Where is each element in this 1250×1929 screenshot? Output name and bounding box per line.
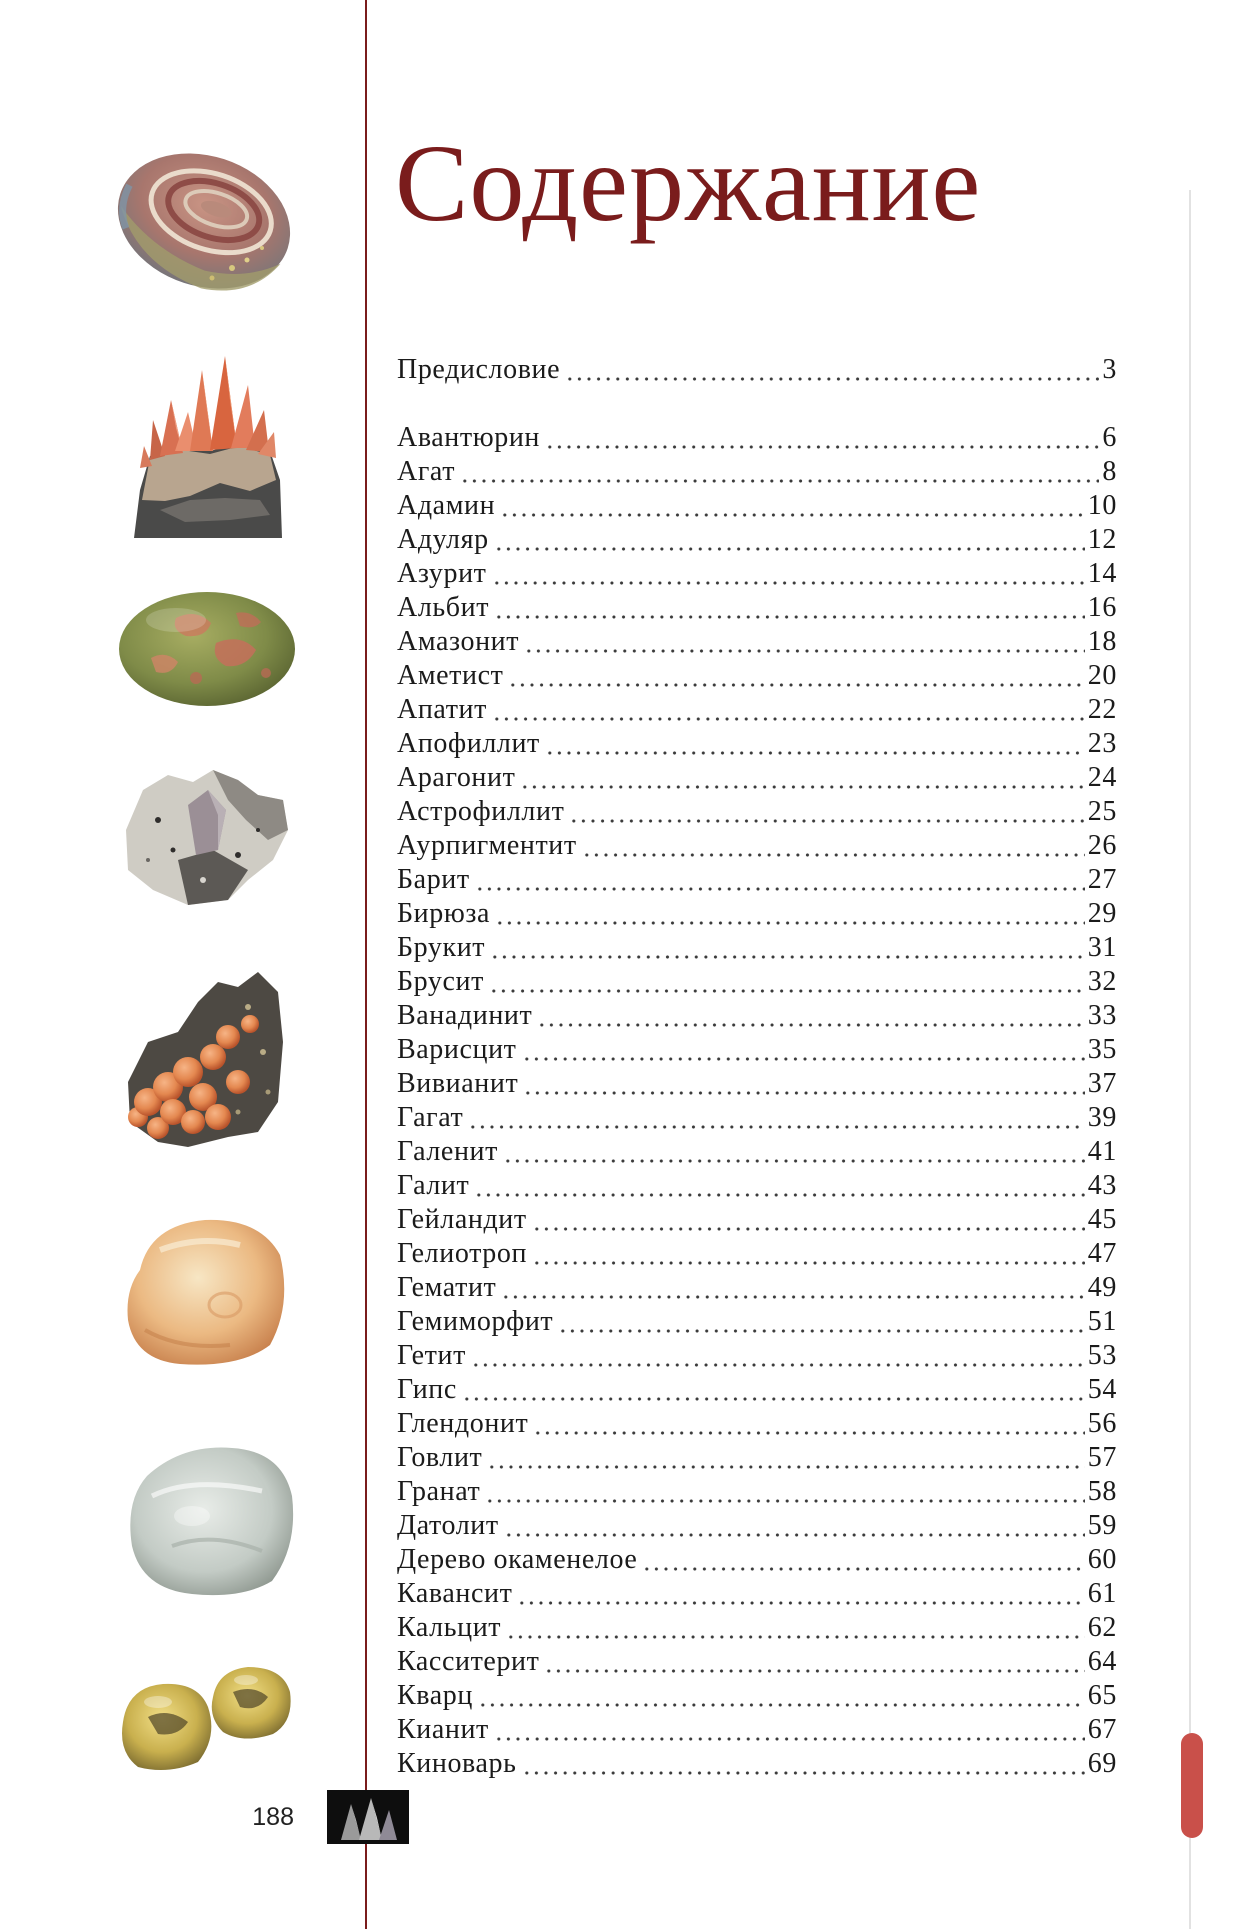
tumbled-yellow-stone-image bbox=[120, 1210, 292, 1370]
toc-entry-page: 12 bbox=[1087, 524, 1117, 555]
toc-entry-title: Авантюрин bbox=[397, 422, 541, 453]
toc-entry-page: 69 bbox=[1087, 1748, 1117, 1779]
toc-leader-dots bbox=[494, 523, 1085, 557]
toc-leader-dots bbox=[501, 1271, 1084, 1305]
toc-entry-title: Гранат bbox=[397, 1476, 481, 1507]
toc-entry-title: Альбит bbox=[397, 592, 490, 623]
toc-entry bbox=[397, 1441, 1117, 1475]
toc-entry-page: 32 bbox=[1087, 966, 1117, 997]
toc-entry-title: Дерево окаменелое bbox=[397, 1544, 638, 1575]
toc-leader-dots bbox=[523, 1067, 1084, 1101]
toc-entry-title: Гематит bbox=[397, 1272, 497, 1303]
toc-entry-title: Бирюза bbox=[397, 898, 491, 929]
toc-entry bbox=[397, 761, 1117, 795]
toc-entry bbox=[397, 1679, 1117, 1713]
toc-leader-dots bbox=[545, 421, 1099, 455]
toc-entry-title: Гелиотроп bbox=[397, 1238, 528, 1269]
toc-entry-page: 45 bbox=[1087, 1204, 1117, 1235]
toc-entry-page: 53 bbox=[1087, 1340, 1117, 1371]
toc-leader-dots bbox=[468, 1101, 1084, 1135]
toc-entry bbox=[397, 727, 1117, 761]
toc-entry-page: 23 bbox=[1087, 728, 1117, 759]
toc-leader-dots bbox=[520, 761, 1084, 795]
toc-entry-page: 29 bbox=[1087, 898, 1117, 929]
mineral-specimen-image bbox=[118, 760, 290, 908]
toc-leader-dots bbox=[517, 1577, 1084, 1611]
toc-leader-dots bbox=[522, 1033, 1085, 1067]
toc-entry bbox=[397, 863, 1117, 897]
toc-leader-dots bbox=[506, 1611, 1085, 1645]
toc-entry bbox=[397, 1475, 1117, 1509]
toc-entry bbox=[397, 1067, 1117, 1101]
toc-entry-title: Гагат bbox=[397, 1102, 464, 1133]
toc-leader-dots bbox=[492, 693, 1085, 727]
toc-entry bbox=[397, 1169, 1117, 1203]
toc-entry-page: 33 bbox=[1087, 1000, 1117, 1031]
toc-entry-page: 31 bbox=[1087, 932, 1117, 963]
toc-leader-dots bbox=[569, 795, 1084, 829]
toc-entry bbox=[397, 1747, 1117, 1781]
toc-entry-title: Галит bbox=[397, 1170, 470, 1201]
page-edge-line bbox=[1189, 190, 1191, 1929]
toc-entry-list bbox=[397, 421, 1117, 1781]
toc-entry-page: 65 bbox=[1087, 1680, 1117, 1711]
toc-entry-page: 58 bbox=[1087, 1476, 1117, 1507]
toc-entry-title: Гейландит bbox=[397, 1204, 527, 1235]
toc-entry-title: Киноварь bbox=[397, 1748, 517, 1779]
page-edge-tab-marker bbox=[1181, 1733, 1203, 1838]
toc-entry-title: Арагонит bbox=[397, 762, 516, 793]
toc-entry bbox=[397, 591, 1117, 625]
toc-entry-page: 35 bbox=[1087, 1034, 1117, 1065]
toc-entry-title: Астрофиллит bbox=[397, 796, 565, 827]
vertical-divider-line bbox=[365, 0, 367, 1929]
toc-leader-dots bbox=[532, 1237, 1085, 1271]
table-of-contents bbox=[397, 353, 1117, 1781]
toc-entry bbox=[397, 1509, 1117, 1543]
toc-entry-title: Касситерит bbox=[397, 1646, 540, 1677]
toc-entry-title: Азурит bbox=[397, 558, 487, 589]
toc-leader-dots bbox=[487, 1441, 1084, 1475]
toc-entry bbox=[397, 1645, 1117, 1679]
toc-entry-title: Вивианит bbox=[397, 1068, 519, 1099]
toc-entry-title: Говлит bbox=[397, 1442, 483, 1473]
toc-entry-page: 8 bbox=[1102, 456, 1117, 487]
toc-entry bbox=[397, 965, 1117, 999]
toc-entry-title: Варисцит bbox=[397, 1034, 517, 1065]
toc-entry bbox=[397, 931, 1117, 965]
toc-leader-dots bbox=[533, 1407, 1084, 1441]
toc-entry-page: 25 bbox=[1087, 796, 1117, 827]
toc-leader-dots bbox=[545, 727, 1085, 761]
agate-pebble-image bbox=[112, 140, 297, 302]
toc-entry-page: 10 bbox=[1087, 490, 1117, 521]
toc-entry-page: 14 bbox=[1087, 558, 1117, 589]
toc-entry-title: Аметист bbox=[397, 660, 504, 691]
toc-entry-title: Ванадинит bbox=[397, 1000, 533, 1031]
toc-entry-title: Аурпигментит bbox=[397, 830, 577, 861]
toc-entry-page: 27 bbox=[1087, 864, 1117, 895]
orange-crystal-cluster-image bbox=[130, 350, 285, 540]
toc-leader-dots bbox=[537, 999, 1084, 1033]
toc-entry-page: 43 bbox=[1087, 1170, 1117, 1201]
toc-entry-title: Кианит bbox=[397, 1714, 489, 1745]
toc-entry bbox=[397, 455, 1117, 489]
toc-entry bbox=[397, 795, 1117, 829]
toc-entry-page: 64 bbox=[1087, 1646, 1117, 1677]
toc-entry bbox=[397, 1407, 1117, 1441]
toc-entry-page: 20 bbox=[1087, 660, 1117, 691]
toc-entry bbox=[397, 1135, 1117, 1169]
toc-entry-page: 61 bbox=[1087, 1578, 1117, 1609]
toc-entry-page: 62 bbox=[1087, 1612, 1117, 1643]
toc-leader-dots bbox=[522, 1747, 1085, 1781]
toc-leader-dots bbox=[503, 1135, 1085, 1169]
toc-leader-dots bbox=[490, 931, 1085, 965]
crystal-thumbnail-image bbox=[327, 1790, 409, 1844]
toc-entry-title: Адуляр bbox=[397, 524, 489, 555]
toc-entry-title: Апатит bbox=[397, 694, 487, 725]
toc-entry-title: Предисловие bbox=[397, 354, 561, 385]
toc-entry-page: 54 bbox=[1087, 1374, 1117, 1405]
toc-entry-title: Глендонит bbox=[397, 1408, 529, 1439]
toc-leader-dots bbox=[565, 353, 1099, 387]
toc-entry-page: 51 bbox=[1087, 1306, 1117, 1337]
toc-entry bbox=[397, 1203, 1117, 1237]
toc-entry-title: Брукит bbox=[397, 932, 486, 963]
toc-entry-page: 37 bbox=[1087, 1068, 1117, 1099]
toc-leader-dots bbox=[494, 591, 1085, 625]
toc-entry-page: 67 bbox=[1087, 1714, 1117, 1745]
toc-entry bbox=[397, 829, 1117, 863]
toc-entry bbox=[397, 1305, 1117, 1339]
toc-entry-page: 24 bbox=[1087, 762, 1117, 793]
toc-leader-dots bbox=[504, 1509, 1085, 1543]
toc-entry-page: 49 bbox=[1087, 1272, 1117, 1303]
toc-entry-page: 57 bbox=[1087, 1442, 1117, 1473]
toc-leader-dots bbox=[500, 489, 1085, 523]
toc-entry bbox=[397, 1543, 1117, 1577]
yellow-tumbled-pair-image bbox=[118, 1662, 296, 1777]
toc-entry bbox=[397, 1339, 1117, 1373]
toc-entry-title: Кварц bbox=[397, 1680, 473, 1711]
toc-leader-dots bbox=[475, 863, 1085, 897]
toc-leader-dots bbox=[558, 1305, 1085, 1339]
unakite-pebble-image bbox=[116, 588, 298, 710]
toc-entry bbox=[397, 1101, 1117, 1135]
toc-entry-title: Гипс bbox=[397, 1374, 457, 1405]
toc-entry-page: 6 bbox=[1102, 422, 1117, 453]
page-number: 188 bbox=[252, 1803, 294, 1831]
toc-entry bbox=[397, 999, 1117, 1033]
toc-leader-dots bbox=[474, 1169, 1084, 1203]
toc-entry bbox=[397, 489, 1117, 523]
tumbled-clear-stone-image bbox=[122, 1436, 298, 1601]
toc-entry-page: 56 bbox=[1087, 1408, 1117, 1439]
toc-entry-title: Датолит bbox=[397, 1510, 499, 1541]
toc-entry-title: Галенит bbox=[397, 1136, 498, 1167]
toc-leader-dots bbox=[478, 1679, 1085, 1713]
toc-entry-title: Агат bbox=[397, 456, 456, 487]
toc-entry-title: Кавансит bbox=[397, 1578, 513, 1609]
toc-entry-title: Амазонит bbox=[397, 626, 520, 657]
page-title: Содержание bbox=[395, 122, 982, 244]
toc-entry-title: Кальцит bbox=[397, 1612, 502, 1643]
toc-entry bbox=[397, 897, 1117, 931]
toc-entry-page: 47 bbox=[1087, 1238, 1117, 1269]
toc-leader-dots bbox=[492, 557, 1085, 591]
toc-leader-dots bbox=[485, 1475, 1084, 1509]
toc-entry bbox=[397, 557, 1117, 591]
toc-leader-dots bbox=[471, 1339, 1085, 1373]
toc-leader-dots bbox=[494, 1713, 1085, 1747]
toc-leader-dots bbox=[489, 965, 1085, 999]
toc-entry bbox=[397, 421, 1117, 455]
toc-leader-dots bbox=[544, 1645, 1084, 1679]
toc-entry-page: 18 bbox=[1087, 626, 1117, 657]
toc-entry-title: Барит bbox=[397, 864, 470, 895]
toc-preface-entry bbox=[397, 353, 1117, 387]
toc-entry bbox=[397, 1271, 1117, 1305]
toc-entry-title: Адамин bbox=[397, 490, 496, 521]
toc-entry-page: 59 bbox=[1087, 1510, 1117, 1541]
toc-entry bbox=[397, 1713, 1117, 1747]
toc-entry bbox=[397, 625, 1117, 659]
toc-entry-page: 26 bbox=[1087, 830, 1117, 861]
toc-leader-dots bbox=[508, 659, 1084, 693]
toc-entry-title: Гемиморфит bbox=[397, 1306, 554, 1337]
toc-leader-dots bbox=[524, 625, 1085, 659]
toc-entry bbox=[397, 693, 1117, 727]
toc-entry bbox=[397, 1373, 1117, 1407]
toc-entry-title: Брусит bbox=[397, 966, 484, 997]
toc-leader-dots bbox=[582, 829, 1085, 863]
toc-entry-page: 22 bbox=[1087, 694, 1117, 725]
toc-entry bbox=[397, 1033, 1117, 1067]
toc-entry-page: 3 bbox=[1102, 354, 1117, 385]
toc-leader-dots bbox=[460, 455, 1099, 489]
toc-leader-dots bbox=[532, 1203, 1085, 1237]
toc-entry-page: 16 bbox=[1087, 592, 1117, 623]
toc-entry-page: 60 bbox=[1087, 1544, 1117, 1575]
toc-entry-page: 39 bbox=[1087, 1102, 1117, 1133]
orange-globular-cluster-image bbox=[118, 962, 290, 1154]
toc-leader-dots bbox=[642, 1543, 1084, 1577]
toc-entry-page: 41 bbox=[1087, 1136, 1117, 1167]
toc-entry bbox=[397, 1611, 1117, 1645]
toc-entry bbox=[397, 659, 1117, 693]
toc-entry-title: Апофиллит bbox=[397, 728, 540, 759]
toc-entry bbox=[397, 1577, 1117, 1611]
toc-entry bbox=[397, 1237, 1117, 1271]
toc-leader-dots bbox=[462, 1373, 1085, 1407]
toc-entry-title: Гетит bbox=[397, 1340, 466, 1371]
toc-entry bbox=[397, 523, 1117, 557]
toc-leader-dots bbox=[495, 897, 1085, 931]
